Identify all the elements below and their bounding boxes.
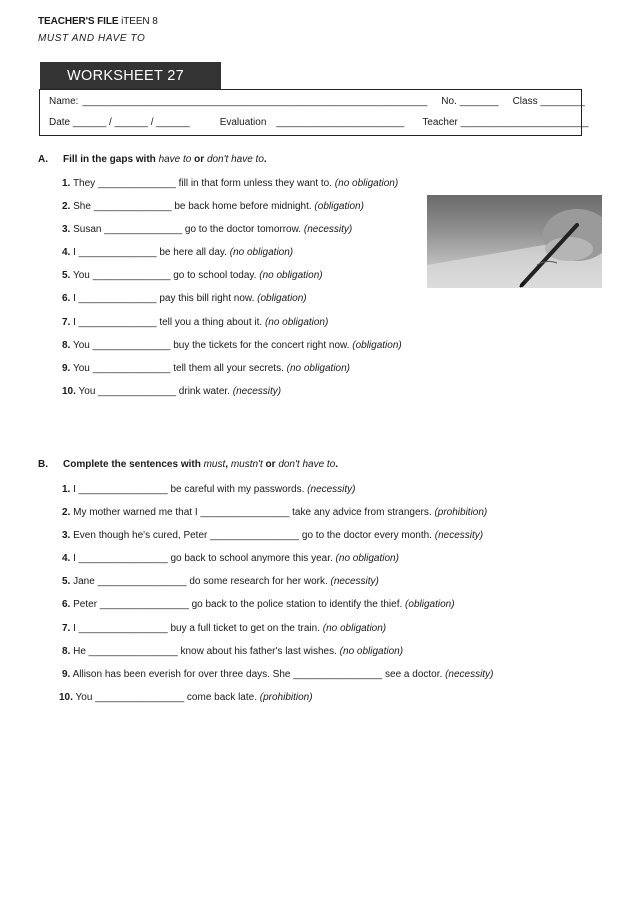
exercise-item — [62, 293, 402, 316]
section-a-items — [62, 178, 402, 409]
name-field[interactable]: ______________________________________________________________ — [82, 96, 428, 107]
item-sentence[interactable]: You ______________ drink water. — [78, 385, 230, 397]
instruction-term: must — [203, 459, 226, 470]
item-hint: (no obligation) — [229, 247, 294, 259]
class-field[interactable]: Class ________ — [512, 96, 585, 107]
item-number: 5. — [62, 270, 71, 282]
item-hint: (obligation) — [405, 599, 455, 611]
item-sentence[interactable]: They ______________ fill in that form unless they want to. — [72, 178, 333, 189]
item-sentence[interactable]: Allison has been everish for over three days. She ________________ see a doctor. — [72, 668, 443, 680]
item-number: 2. — [62, 201, 71, 213]
item-hint: (no obligation) — [334, 178, 399, 189]
item-hint: (necessity) — [303, 224, 353, 236]
item-sentence[interactable]: He ________________ know about his father's last wishes. — [73, 645, 337, 657]
item-number: 4. — [62, 247, 71, 259]
worksheet-topic: MUST AND HAVE TO — [38, 33, 146, 44]
exercise-item — [62, 669, 493, 692]
item-hint: (necessity) — [232, 385, 282, 397]
evaluation-field[interactable]: _______________________ — [276, 117, 405, 128]
exercise-item — [59, 692, 493, 715]
exercise-item — [62, 270, 402, 293]
item-sentence[interactable]: I ________________ be careful with my passwords. — [73, 484, 305, 495]
book-name: iTEEN 8 — [121, 16, 158, 27]
instruction-term: don't have to — [278, 459, 336, 470]
exercise-item — [62, 484, 493, 507]
item-hint: (necessity) — [434, 530, 484, 542]
exercise-item — [62, 247, 402, 270]
instruction-term: mustn't — [230, 459, 263, 470]
exercise-item — [62, 646, 493, 669]
item-hint: (necessity) — [445, 668, 494, 680]
pen-hand-illustration — [427, 195, 602, 288]
item-sentence[interactable]: Susan ______________ go to the doctor tomorrow. — [73, 224, 302, 236]
instruction-text: Complete the sentences with — [63, 459, 204, 470]
item-sentence[interactable]: I ________________ buy a full ticket to get on the train. — [73, 622, 320, 634]
header-book-line — [38, 15, 158, 29]
item-hint: (obligation) — [314, 201, 364, 213]
exercise-item — [62, 363, 402, 386]
instruction-text: . — [335, 459, 339, 470]
evaluation-label: Evaluation — [219, 117, 267, 128]
instruction-text: Fill in the gaps with — [63, 154, 159, 165]
exercise-item — [62, 553, 493, 576]
item-hint: (necessity) — [330, 576, 379, 588]
item-number: 6. — [62, 599, 71, 611]
name-label: Name: — [49, 96, 79, 107]
item-number: 8. — [62, 645, 71, 657]
hand-writing-photo — [427, 195, 602, 288]
exercise-item — [62, 317, 402, 340]
exercise-item — [62, 599, 493, 622]
item-number: 10. — [62, 385, 76, 397]
info-row-date — [49, 117, 589, 128]
instruction-term: don't have to — [206, 154, 264, 165]
item-number: 6. — [62, 293, 71, 305]
item-hint: (no obligation) — [339, 645, 404, 657]
item-number: 3. — [62, 530, 71, 542]
instruction-text: . — [263, 154, 267, 165]
exercise-item — [62, 623, 493, 646]
section-b-instruction — [38, 459, 338, 470]
item-number: 10. — [59, 691, 73, 703]
exercise-item — [62, 340, 402, 363]
item-number: 1. — [62, 484, 71, 495]
item-number: 4. — [62, 553, 71, 565]
item-hint: (obligation) — [257, 293, 307, 305]
section-a-instruction — [38, 154, 267, 165]
item-hint: (necessity) — [307, 484, 356, 495]
item-sentence[interactable]: She ______________ be back home before midnight. — [73, 201, 312, 213]
item-sentence[interactable]: You ________________ come back late. — [75, 691, 257, 703]
item-sentence[interactable]: Even though he's cured, Peter ________________ go to the doctor every month. — [73, 530, 432, 542]
item-number: 3. — [62, 224, 71, 236]
item-number: 7. — [62, 622, 71, 634]
exercise-item — [62, 224, 402, 247]
exercise-item — [62, 507, 493, 530]
instruction-text: or — [191, 154, 207, 165]
item-sentence[interactable]: I ______________ be here all day. — [73, 247, 227, 259]
item-hint: (obligation) — [352, 339, 402, 351]
item-hint: (prohibition) — [434, 507, 488, 519]
item-hint: (no obligation) — [322, 622, 387, 634]
item-sentence[interactable]: I ______________ pay this bill right now. — [73, 293, 255, 305]
exercise-item — [62, 386, 402, 409]
instruction-text: or — [262, 459, 279, 470]
number-field[interactable]: No. _______ — [441, 96, 499, 107]
item-sentence[interactable]: You ______________ tell them all your secrets. — [72, 362, 284, 374]
item-sentence[interactable]: Jane ________________ do some research for her work. — [73, 576, 328, 588]
exercise-item — [62, 530, 493, 553]
worksheet-title: WORKSHEET 27 — [40, 62, 221, 89]
item-sentence[interactable]: I ________________ go back to school anymore this year. — [73, 553, 333, 565]
section-b-items — [59, 484, 494, 715]
item-hint: (prohibition) — [259, 691, 313, 703]
item-sentence[interactable]: My mother warned me that I ________________ take any advice from strangers. — [73, 507, 432, 519]
item-hint: (no obligation) — [264, 316, 329, 328]
item-sentence[interactable]: You ______________ buy the tickets for the concert right now. — [72, 339, 350, 351]
student-info-box — [39, 89, 589, 136]
item-number: 7. — [62, 316, 71, 328]
teachers-file-label: TEACHER'S FILE — [38, 16, 119, 27]
item-number: 9. — [62, 362, 71, 374]
instruction-text: , — [225, 459, 231, 470]
item-sentence[interactable]: I ______________ tell you a thing about it. — [73, 316, 263, 328]
item-sentence[interactable]: Peter ________________ go back to the police station to identify the thief. — [73, 599, 403, 611]
item-number: 2. — [62, 507, 71, 519]
exercise-item — [62, 576, 493, 599]
item-hint: (no obligation) — [335, 553, 399, 565]
exercise-item — [62, 201, 402, 224]
instruction-term: have to — [158, 154, 192, 165]
item-hint: (no obligation) — [286, 362, 350, 374]
item-number: 9. — [62, 668, 71, 680]
item-sentence[interactable]: You ______________ go to school today. — [72, 270, 257, 282]
item-number: 1. — [62, 178, 71, 189]
item-number: 8. — [62, 339, 71, 351]
section-b-letter: B. — [38, 459, 48, 470]
exercise-item — [62, 178, 402, 201]
info-row-name — [49, 96, 585, 107]
item-hint: (no obligation) — [259, 270, 323, 282]
page-header — [38, 15, 158, 46]
date-field[interactable]: Date ______ / ______ / ______ — [49, 117, 190, 128]
teacher-field[interactable]: Teacher _______________________ — [422, 117, 589, 128]
section-a-letter: A. — [38, 154, 48, 165]
item-number: 5. — [62, 576, 71, 588]
